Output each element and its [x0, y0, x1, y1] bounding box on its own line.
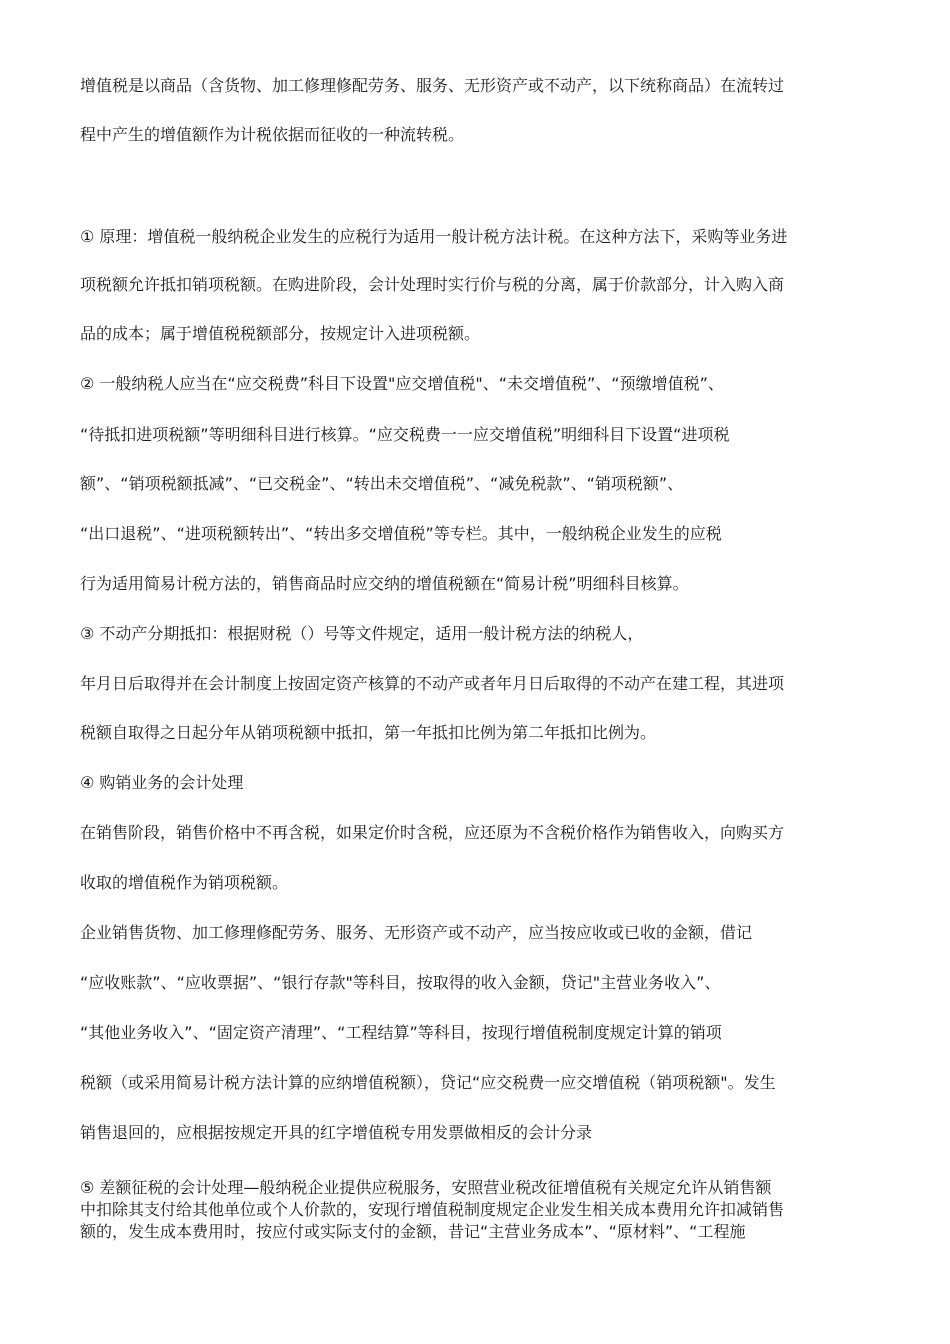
section4-line-4: “应收账款”、“应收票据”、“银行存款"等科目，按取得的收入金额，贷记"主营业务收入”、	[80, 973, 721, 992]
section2-line-3: 额”、“销项税额抵减”、“已交税金”、“转出未交增值税”、“减免税款”、“销项税额”、	[80, 474, 684, 493]
section2-line-2: “待抵扣进项税额”等明细科目进行核算。“应交税费一一应交增值税”明细科目下设置“进项税	[80, 425, 730, 444]
section5-line-1: ⑤ 差额征税的会计处理—般纳税企业提供应税服务，安照营业税改征增值税有关规定允许从销售额	[80, 1178, 772, 1197]
intro-line-1: 增值税是以商品（含货物、加工修理修配劳务、服务、无形资产或不动产，以下统称商品）在流转过	[80, 76, 785, 95]
section5-line-3: 额的，发生成本费用时，按应付或实际支付的金额，昔记“主营业务成本”、“原材料”、“工程施	[80, 1222, 746, 1241]
section2-line-4: “出口退税”、“进项税额转出”、“转出多交增值税”等专栏。其中，一般纳税企业发生的应税	[80, 524, 722, 543]
intro-line-2: 程中产生的增值额作为计税依据而征收的一种流转税。	[80, 125, 465, 144]
section2-line-1: ② 一般纳税人应当在“应交税费”科目下设置"应交增值税"、“未交增值税”、“预缴增值税”、	[80, 374, 724, 393]
section3-line-2: 年月日后取得并在会计制度上按固定资产核算的不动产或者年月日后取得的不动产在建工程，其进项	[80, 674, 785, 693]
section4-line-3: 企业销售货物、加工修理修配劳务、服务、无形资产或不动产，应当按应收或已收的金额，借记	[80, 923, 753, 942]
section4-line-1: 在销售阶段，销售价格中不再含税，如果定价时含税，应还原为不含税价格作为销售收入，向购买方	[80, 823, 785, 842]
section2-line-5: 行为适用简易计税方法的，销售商品时应交纳的增值税额在“简易计税”明细科目核算。	[80, 574, 689, 593]
section1-line-3: 品的成本；属于增值税税额部分，按规定计入进项税额。	[80, 324, 481, 343]
section5-line-2: 中扣除其支付给其他单位或个人价款的，安现行增值税制度规定企业发生相关成本费用允许扣减销售	[80, 1200, 785, 1219]
section4-line-7: 销售退回的，应根据按规定开具的红字增值税专用发票做相反的会计分录	[80, 1123, 593, 1142]
section3-line-3: 税额自取得之日起分年从销项税额中抵扣，第一年抵扣比例为第二年抵扣比例为。	[80, 723, 657, 742]
section3-line-1: ③ 不动产分期抵扣：根据财税（）号等文件规定，适用一般计税方法的纳税人，	[80, 624, 644, 643]
section1-line-2: 项税额允许抵扣销项税额。在购进阶段，会计处理时实行价与税的分离，属于价款部分，计入购入商	[80, 275, 785, 294]
section1-line-1: ① 原理：增值税一般纳税企业发生的应税行为适用一般计税方法计税。在这种方法下，采购等业务进	[80, 227, 788, 246]
section4-line-6: 税额（或采用简易计税方法计算的应纳增值税额），贷记“应交税费一应交增值税（销项税额"。发生	[80, 1073, 776, 1092]
section4-line-5: “其他业务收入”、“固定资产清理”、“工程结算”等科目，按现行增值税制度规定计算的销项	[80, 1023, 722, 1042]
section4-heading: ④ 购销业务的会计处理	[80, 773, 244, 792]
section4-line-2: 收取的增值税作为销项税额。	[80, 873, 289, 892]
